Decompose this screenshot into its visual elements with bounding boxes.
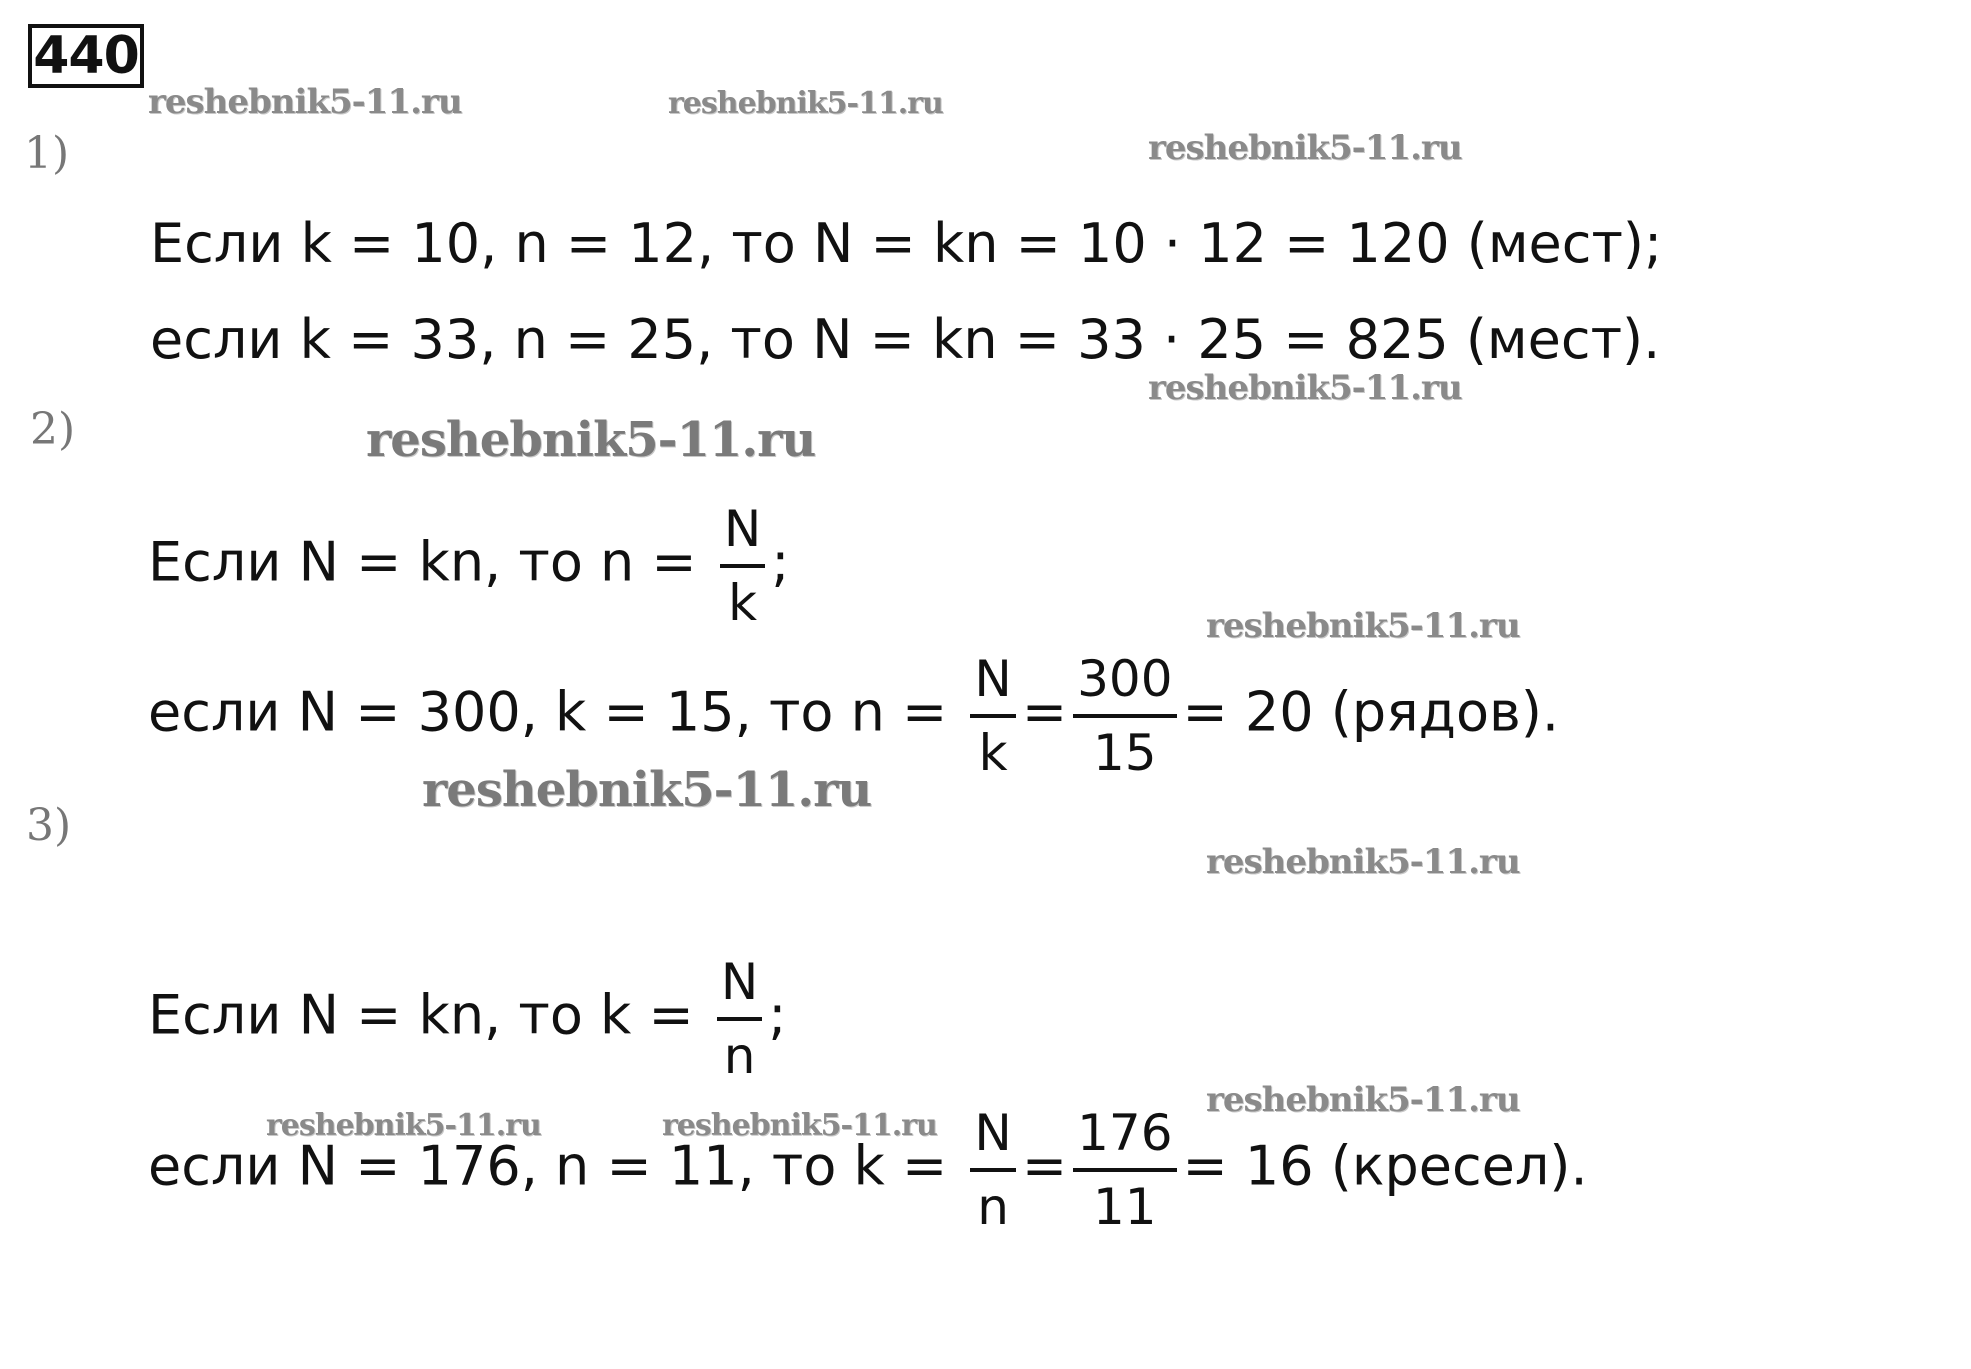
part2-line2-suffix: = 20 (рядов). [1182, 680, 1560, 744]
watermark: reshebnik5-11.ru [668, 86, 943, 121]
part3-line1-text: Если N = kn, то k = [148, 983, 711, 1047]
fraction [1073, 650, 1176, 782]
part3-line1-suffix: ; [768, 983, 787, 1047]
fraction-numerator: 176 [1077, 1104, 1173, 1162]
part-label-3: 3) [26, 800, 72, 851]
watermark: reshebnik5-11.ru [662, 1108, 937, 1143]
fraction-numerator: 300 [1077, 650, 1173, 708]
fraction [970, 1104, 1015, 1236]
equals-sign: = [1021, 680, 1068, 744]
watermark: reshebnik5-11.ru [422, 762, 872, 818]
problem-number-badge: 440 [28, 24, 144, 88]
fraction-denominator: n [970, 1168, 1015, 1236]
part2-line2-text: если N = 300, k = 15, то n = [148, 680, 965, 744]
part-label-1: 1) [24, 128, 70, 179]
fraction-numerator: N [974, 650, 1012, 708]
fraction-numerator: N [723, 500, 762, 558]
fraction [717, 953, 762, 1085]
watermark: reshebnik5-11.ru [1206, 1080, 1520, 1120]
fraction-numerator: N [720, 953, 759, 1011]
fraction-denominator: 11 [1073, 1168, 1176, 1236]
watermark: reshebnik5-11.ru [1206, 606, 1520, 646]
fraction [1073, 1104, 1176, 1236]
fraction-numerator: N [974, 1104, 1012, 1162]
watermark: reshebnik5-11.ru [1148, 368, 1462, 408]
part3-line1 [148, 953, 787, 1085]
part2-line1-suffix: ; [771, 530, 790, 594]
part2-line1-text: Если N = kn, то n = [148, 530, 714, 594]
watermark: reshebnik5-11.ru [1148, 128, 1462, 168]
watermark: reshebnik5-11.ru [148, 82, 462, 122]
fraction-denominator: n [717, 1017, 762, 1085]
fraction [720, 500, 765, 632]
fraction [970, 650, 1015, 782]
watermark: reshebnik5-11.ru [1206, 842, 1520, 882]
part3-line2-text: если N = 176, n = 11, то k = [148, 1134, 965, 1198]
fraction-denominator: 15 [1073, 714, 1176, 782]
part1-line1: Если k = 10, n = 12, то N = kn = 10 · 12 = 120 (мест); [150, 212, 1663, 275]
watermark: reshebnik5-11.ru [366, 412, 816, 468]
part3-line2-suffix: = 16 (кресел). [1182, 1134, 1588, 1198]
watermark: reshebnik5-11.ru [266, 1108, 541, 1143]
part1-line2: если k = 33, n = 25, то N = kn = 33 · 25 = 825 (мест). [150, 308, 1661, 371]
fraction-denominator: k [720, 564, 765, 632]
part2-line1 [148, 500, 789, 632]
fraction-denominator: k [970, 714, 1015, 782]
part-label-2: 2) [30, 404, 76, 455]
equals-sign: = [1021, 1134, 1068, 1198]
